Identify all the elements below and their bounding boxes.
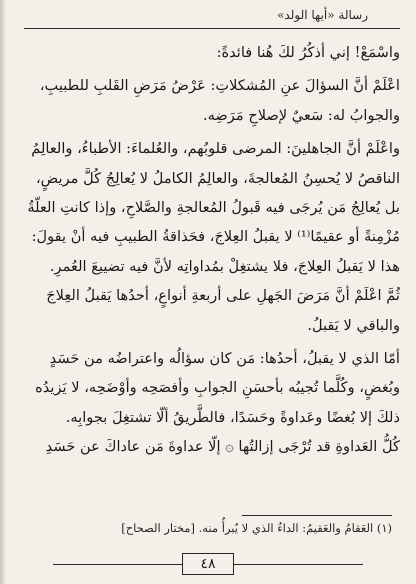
text-line: هذا لا يَقبلُ العِلاجَ، فلا يشتغِلْ بمُداواتِه لأنَّ فيه تضييعَ العُمرِ.	[49, 257, 400, 275]
page-number: ٤٨	[182, 553, 234, 575]
text-line: ثُمَّ اعْلَمْ أنَّ مَرَضَ الجَهلِ على أربعةِ أنواعٍ، أحدُها يَقبلُ العِلاجَ	[46, 287, 400, 305]
text-line: وبُغضٍ، وكُلَّما تُجيبُه بأحسَنِ الجوابِ وأفصَحِه وأوْضَحِه، لا يَزيدُه	[35, 379, 400, 397]
body-text	[24, 38, 400, 462]
text-line: الناقصُ لا يُحسِنُ المُعالجةَ، والعالِمُ الكاملُ لا يُعالِجُ كُلَّ مريضٍ،	[35, 169, 400, 187]
text-line: اعْلَمْ أنَّ السؤالَ عنِ المُشكلاتِ: عَرْضُ مَرَضِ القَلبِ للطبيبِ،	[39, 77, 400, 95]
text-line: بل يُعالِجُ مَن يُرجَى فيه قَبولُ المُعالجةِ والصَّلاحِ، وإذا كانتِ العلّةُ	[27, 199, 400, 217]
header-rule	[24, 28, 400, 29]
text-line: واسْمَعْ! إني أذكُرُ لكَ هُنا فائدةً:	[216, 44, 400, 61]
text-line: مُزْمِنةً أو عقيمًا⁽¹⁾ لا يقبلُ العِلاجَ، فحَذاقةُ الطبيبِ فيه أنْ يقولَ:	[31, 228, 400, 246]
page-binding-shadow	[0, 0, 6, 584]
text-line: واعْلَمْ أنَّ الجاهلينَ: المرضى قلوبُهم، والعُلماءَ: الأطباءُ، والعالِمُ	[31, 140, 400, 158]
text-line: أمّا الذي لا يقبلُ، أحدُها: مَن كان سؤالُه واعتراضُه من حَسَدٍ	[49, 350, 400, 368]
text-line: ذلكَ إلا بُغضًا وعَداوةً وحَسَدًا، فالطَّريقُ ألّا تشتغِلَ بجوابِه.	[65, 408, 400, 426]
footnote-rule	[242, 515, 392, 516]
footnote: (١) العَقامُ والعَقيمُ: الداءُ الذي لا يُبرأُ منه. [مختار الصحاح]	[121, 521, 392, 535]
text-line: والباقي لا يَقبلُ.	[307, 316, 400, 334]
running-header: رسالة «أيها الولد»	[277, 8, 368, 22]
poetry-line: كُلُّ العَداوةِ قد تُرْجَى إزالتُها ۞ إلّا عداوةَ مَن عاداكَ عن حَسَدِ	[45, 438, 400, 456]
text-line: والجوابُ له: سَعيٌ لإصلاحِ مَرَضِه.	[202, 106, 400, 124]
